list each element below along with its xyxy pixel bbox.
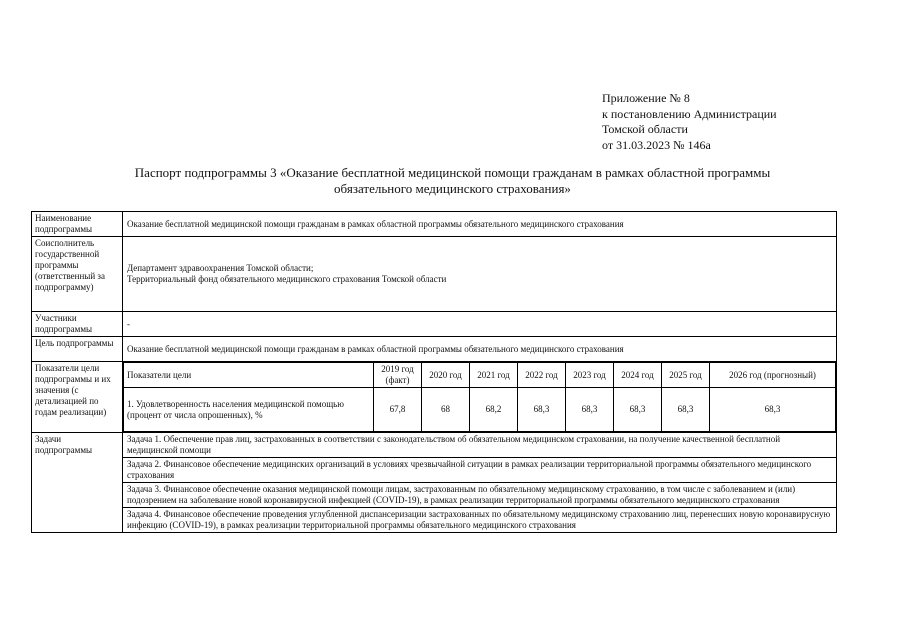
label-indicators: Показатели цели подпрограммы и их значения (с детализацией по годам реализации) (32, 362, 123, 433)
value-participants: - (123, 312, 837, 337)
title-line-2: обязательного медицинского страхования» (334, 181, 571, 196)
row-tasks (32, 433, 837, 533)
row-indicators (32, 362, 837, 433)
year-2026-header: 2026 год (прогнозный) (710, 363, 836, 388)
row-participants (32, 312, 837, 337)
value-2023: 68,3 (566, 388, 614, 432)
label-name: Наименование подпрограммы (32, 212, 123, 237)
value-2026: 68,3 (710, 388, 836, 432)
row-executor (32, 237, 837, 312)
appendix-line-4: от 31.03.2023 № 146а (602, 137, 711, 152)
row-goal (32, 337, 837, 362)
value-name: Оказание бесплатной медицинской помощи гражданам в рамках областной программы обязательного медицинского страхования (123, 212, 837, 237)
value-2025: 68,3 (662, 388, 710, 432)
indicators-header-name: Показатели цели (124, 363, 374, 388)
executor-line-2: Территориальный фонд обязательного медицинского страхования Томской области (127, 274, 447, 284)
indicators-cell (123, 362, 837, 433)
value-2020: 68 (422, 388, 470, 432)
value-2024: 68,3 (614, 388, 662, 432)
label-tasks: Задачи подпрограммы (32, 433, 123, 533)
indicators-table (123, 362, 836, 432)
indicators-header-row (124, 363, 836, 388)
task-2: Задача 2. Финансовое обеспечение медицинских организаций в условиях чрезвычайной ситуации в рамках реализации территориальной программы обязательного медицинского страхования (123, 458, 836, 483)
year-2019-header: 2019 год (факт) (374, 363, 422, 388)
label-goal: Цель подпрограммы (32, 337, 123, 362)
year-2023-header: 2023 год (566, 363, 614, 388)
document-title (80, 165, 825, 197)
task-3: Задача 3. Финансовое обеспечение оказания медицинской помощи лицам, застрахованным по обязательному медицинскому страхованию, в том числе с заболеванием и (или) подозрением на заболевание новой коронавирусной инфекцией (COVID-19), в рамках реализации территориальной программы обязательного медицинского страхования (123, 483, 836, 508)
appendix-line-2: к постановлению Администрации (602, 106, 777, 121)
value-goal: Оказание бесплатной медицинской помощи гражданам в рамках областной программы обязательного медицинского страхования (123, 337, 837, 362)
value-executor (123, 237, 837, 312)
task-4: Задача 4. Финансовое обеспечение проведения углубленной диспансеризации застрахованных по обязательному медицинскому страхованию лиц, перенесших новую коронавирусную инфекцию (COVID-19), в рамках реализации территориальной программы обязательного медицинского страхования (127, 509, 831, 530)
year-2021-header: 2021 год (470, 363, 518, 388)
year-2020-header: 2020 год (422, 363, 470, 388)
task-1: Задача 1. Обеспечение прав лиц, застрахованных в соответствии с законодательством об обязательном медицинском страховании, на получение качественной бесплатной медицинской помощи (123, 433, 836, 458)
value-2019: 67,8 (374, 388, 422, 432)
appendix-line-1: Приложение № 8 (602, 91, 690, 105)
value-2021: 68,2 (470, 388, 518, 432)
title-line-1: Паспорт подпрограммы 3 «Оказание бесплатной медицинской помощи гражданам в рамках областной программы (134, 165, 771, 180)
row-name (32, 212, 837, 237)
label-participants: Участники подпрограммы (32, 312, 123, 337)
year-2022-header: 2022 год (518, 363, 566, 388)
appendix-line-3: Томской области (602, 122, 688, 136)
indicator-name: 1. Удовлетворенность населения медицинской помощью (процент от числа опрошенных), % (124, 388, 374, 432)
executor-line-1: Департамент здравоохранения Томской области; (127, 263, 314, 273)
year-2025-header: 2025 год (662, 363, 710, 388)
tasks-cell (123, 433, 837, 533)
appendix-header (602, 91, 777, 153)
indicators-data-row (124, 388, 836, 432)
label-executor: Соисполнитель государственной программы (ответственный за подпрограмму) (32, 237, 123, 312)
value-2022: 68,3 (518, 388, 566, 432)
year-2024-header: 2024 год (614, 363, 662, 388)
passport-table (31, 211, 837, 533)
